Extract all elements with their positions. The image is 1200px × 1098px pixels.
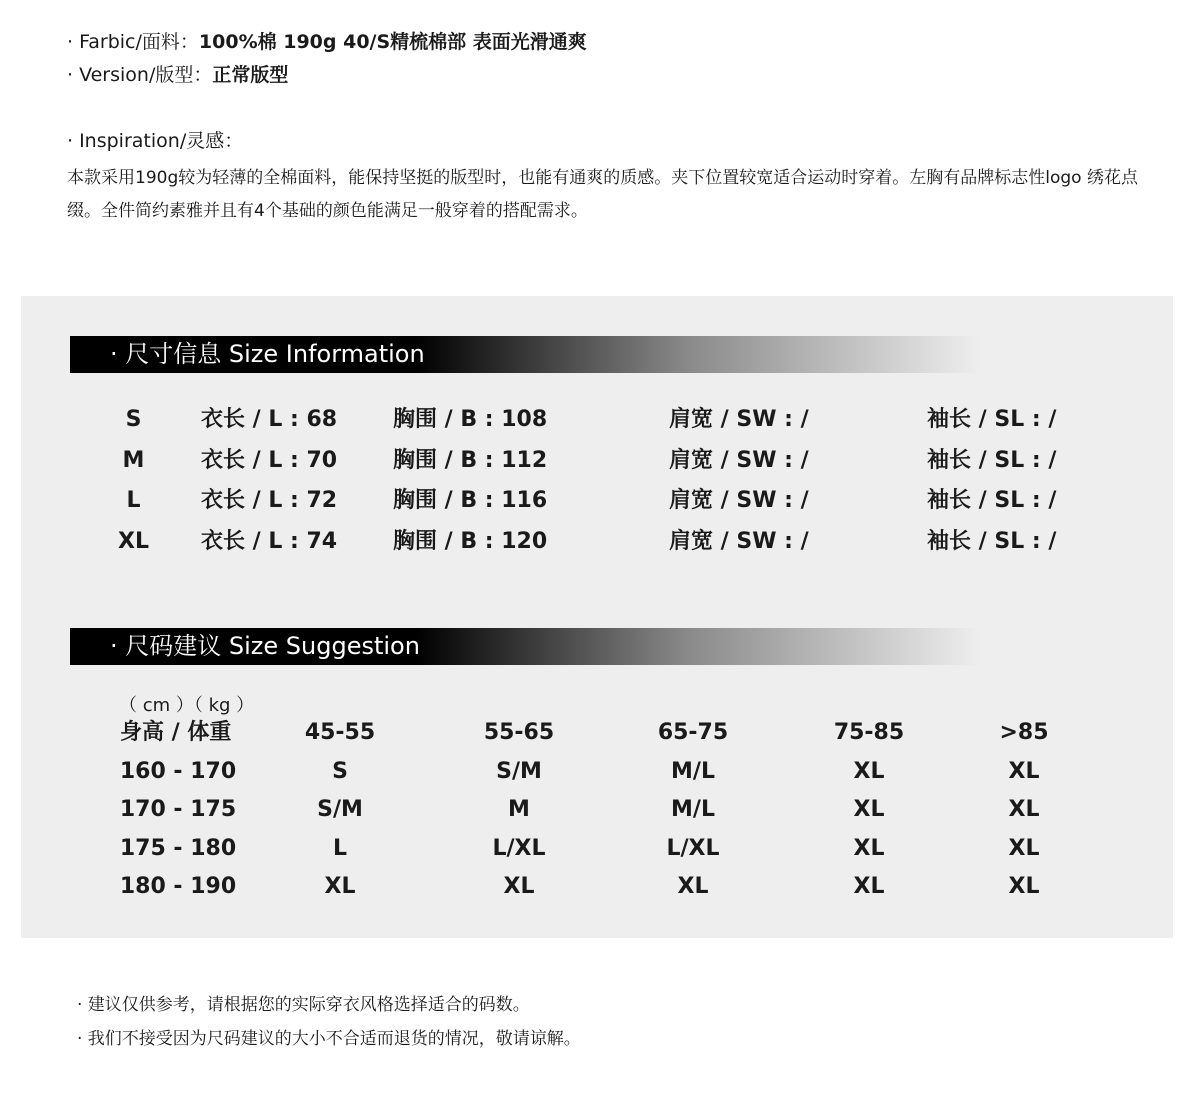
table-cell: XL bbox=[1008, 797, 1040, 822]
table-cell: S/M bbox=[496, 758, 542, 784]
table-cell: S bbox=[332, 758, 348, 784]
size-label: XL bbox=[118, 529, 149, 555]
table-cell: XL bbox=[677, 874, 709, 899]
size-label: L bbox=[126, 488, 141, 514]
column-header: 身高 / 体重 bbox=[120, 720, 232, 745]
length-value: 衣长 / L : 74 bbox=[201, 529, 338, 555]
table-cell: XL bbox=[503, 874, 535, 899]
shoulder-value: 肩宽 / SW : / bbox=[669, 447, 809, 473]
fabric-label: · Farbic/面料： bbox=[67, 31, 199, 53]
size-row bbox=[21, 522, 1173, 563]
table-cell: XL bbox=[1008, 874, 1040, 899]
shoulder-value: 肩宽 / SW : / bbox=[669, 529, 809, 555]
column-header: 45-55 bbox=[304, 720, 376, 745]
size-row bbox=[21, 400, 1173, 441]
table-cell: XL bbox=[853, 758, 885, 784]
size-panel bbox=[21, 296, 1173, 938]
chest-value: 胸围 / B : 112 bbox=[393, 447, 548, 473]
chest-value: 胸围 / B : 116 bbox=[393, 488, 548, 514]
table-cell: XL bbox=[324, 874, 356, 899]
table-cell: L/XL bbox=[492, 835, 546, 861]
table-row bbox=[21, 791, 1173, 830]
table-cell: XL bbox=[853, 835, 885, 861]
chest-value: 胸围 / B : 108 bbox=[393, 407, 548, 432]
table-row bbox=[21, 753, 1173, 792]
size-suggestion-table bbox=[21, 714, 1173, 907]
sleeve-value: 袖长 / SL : / bbox=[927, 488, 1057, 514]
table-cell: M bbox=[508, 797, 530, 822]
table-cell: XL bbox=[1008, 758, 1040, 784]
size-information-table bbox=[21, 400, 1173, 563]
fabric-line bbox=[67, 26, 1147, 59]
sleeve-value: 袖长 / SL : / bbox=[927, 407, 1057, 432]
column-header: 65-75 bbox=[657, 720, 729, 745]
column-header: 55-65 bbox=[483, 720, 555, 745]
fabric-value: 100%棉 190g 40/S精梳棉部 表面光滑通爽 bbox=[198, 31, 587, 53]
height-range: 175 - 180 bbox=[119, 835, 237, 861]
version-value: 正常版型 bbox=[212, 64, 289, 86]
column-header: 75-85 bbox=[833, 720, 905, 745]
product-intro bbox=[67, 26, 1147, 228]
version-label: · Version/版型： bbox=[67, 64, 213, 86]
shoulder-value: 肩宽 / SW : / bbox=[669, 407, 809, 432]
column-header: >85 bbox=[999, 720, 1049, 745]
size-label: S bbox=[125, 407, 142, 432]
sleeve-value: 袖长 / SL : / bbox=[927, 447, 1057, 473]
shoulder-value: 肩宽 / SW : / bbox=[669, 488, 809, 514]
chest-value: 胸围 / B : 120 bbox=[393, 529, 548, 555]
size-row bbox=[21, 441, 1173, 482]
version-line bbox=[67, 59, 1147, 92]
table-cell: L/XL bbox=[666, 835, 720, 861]
notes bbox=[77, 988, 581, 1056]
units-label: （ cm ）（ kg ） bbox=[119, 695, 255, 716]
length-value: 衣长 / L : 68 bbox=[201, 407, 338, 432]
height-range: 180 - 190 bbox=[119, 874, 237, 899]
table-header-row bbox=[21, 714, 1173, 753]
height-range: 160 - 170 bbox=[119, 758, 237, 784]
length-value: 衣长 / L : 70 bbox=[201, 447, 338, 473]
size-information-header: · 尺寸信息 Size Information bbox=[70, 336, 980, 373]
size-label: M bbox=[122, 447, 145, 473]
note-line: · 建议仅供参考，请根据您的实际穿衣风格选择适合的码数。 bbox=[77, 995, 530, 1015]
table-cell: M/L bbox=[671, 797, 715, 822]
height-range: 170 - 175 bbox=[119, 797, 237, 822]
note-line: · 我们不接受因为尺码建议的大小不合适而退货的情况，敬请谅解。 bbox=[77, 1029, 581, 1049]
length-value: 衣长 / L : 72 bbox=[201, 488, 338, 514]
table-row bbox=[21, 830, 1173, 869]
table-row bbox=[21, 868, 1173, 907]
table-cell: XL bbox=[1008, 835, 1040, 861]
table-cell: L bbox=[332, 835, 348, 861]
inspiration-description: 本款采用190g较为轻薄的全棉面料，能保持坚挺的版型时，也能有通爽的质感。夹下位置较宽适合运动时穿着。左胸有品牌标志性logo 绣花点缀。全件简约素雅并且有4个基础的颜色能满足一般穿着的搭配需求。 bbox=[67, 168, 1138, 221]
inspiration-label: · Inspiration/灵感： bbox=[67, 130, 244, 152]
table-cell: S/M bbox=[317, 797, 363, 822]
table-cell: M/L bbox=[671, 758, 715, 784]
table-cell: XL bbox=[853, 874, 885, 899]
size-row bbox=[21, 481, 1173, 522]
sleeve-value: 袖长 / SL : / bbox=[927, 529, 1057, 555]
size-suggestion-header: · 尺码建议 Size Suggestion bbox=[70, 628, 980, 665]
table-cell: XL bbox=[853, 797, 885, 822]
